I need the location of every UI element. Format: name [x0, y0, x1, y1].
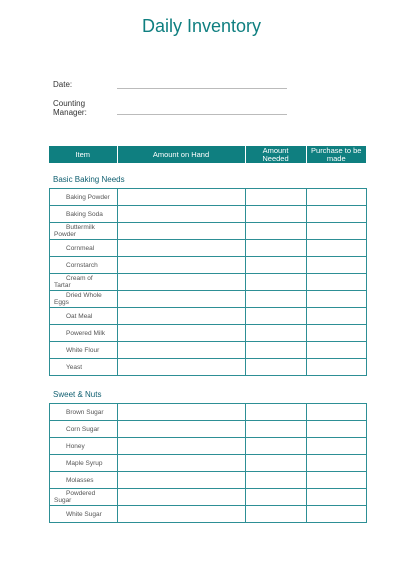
purchase-cell[interactable] — [307, 359, 367, 376]
purchase-cell[interactable] — [307, 189, 367, 206]
amount-needed-cell[interactable] — [246, 506, 307, 523]
table-row — [50, 359, 367, 376]
header-purchase-to-be-made — [306, 146, 366, 163]
item-name-line2: Powder — [54, 231, 77, 238]
amount-on-hand-cell[interactable] — [118, 472, 246, 489]
amount-needed-cell[interactable] — [246, 257, 307, 274]
amount-needed-cell[interactable] — [246, 421, 307, 438]
table-row — [50, 404, 367, 421]
item-name — [50, 421, 118, 438]
item-name — [50, 438, 118, 455]
item-name — [50, 342, 118, 359]
amount-needed-cell[interactable] — [246, 223, 307, 240]
amount-on-hand-cell[interactable] — [118, 308, 246, 325]
table-row — [50, 421, 367, 438]
amount-on-hand-cell[interactable] — [118, 240, 246, 257]
amount-needed-cell[interactable] — [246, 359, 307, 376]
table-header — [49, 146, 366, 163]
item-name-line1: Molasses — [66, 476, 94, 484]
item-name — [50, 291, 118, 308]
amount-needed-cell[interactable] — [246, 291, 307, 308]
purchase-cell[interactable] — [307, 274, 367, 291]
counting-manager-label — [53, 99, 87, 117]
item-name-line1: Corn Sugar — [66, 425, 100, 433]
amount-needed-cell[interactable] — [246, 472, 307, 489]
item-name-line1: Maple Syrup — [66, 459, 103, 467]
amount-on-hand-cell[interactable] — [118, 421, 246, 438]
header-item: Item — [49, 146, 117, 163]
purchase-cell[interactable] — [307, 455, 367, 472]
item-name-line1: Yeast — [66, 363, 83, 371]
table-row — [50, 223, 367, 240]
item-name-line1: Baking Soda — [66, 210, 103, 218]
item-name — [50, 240, 118, 257]
item-name — [50, 359, 118, 376]
header-amount-needed-line1: Amount — [262, 145, 289, 155]
date-label: Date: — [53, 80, 73, 89]
item-name — [50, 206, 118, 223]
item-name-line1: Dried Whole — [66, 292, 102, 299]
item-name — [50, 274, 118, 291]
table-row — [50, 455, 367, 472]
amount-on-hand-cell[interactable] — [118, 274, 246, 291]
table-row — [50, 506, 367, 523]
item-name-line1: Oat Meal — [66, 312, 93, 320]
table-row — [50, 206, 367, 223]
item-name-line2: Sugar — [54, 497, 72, 504]
counting-manager-label-line1: Counting — [53, 99, 86, 108]
purchase-cell[interactable] — [307, 438, 367, 455]
amount-needed-cell[interactable] — [246, 240, 307, 257]
item-name — [50, 506, 118, 523]
amount-on-hand-cell[interactable] — [118, 455, 246, 472]
header-amount-on-hand: Amount on Hand — [117, 146, 245, 163]
table-row — [50, 342, 367, 359]
purchase-cell[interactable] — [307, 257, 367, 274]
amount-on-hand-cell[interactable] — [118, 325, 246, 342]
item-name — [50, 257, 118, 274]
amount-needed-cell[interactable] — [246, 274, 307, 291]
amount-needed-cell[interactable] — [246, 308, 307, 325]
purchase-cell[interactable] — [307, 472, 367, 489]
page-title: Daily Inventory — [141, 16, 262, 36]
item-name — [50, 472, 118, 489]
purchase-cell[interactable] — [307, 291, 367, 308]
amount-on-hand-cell[interactable] — [118, 489, 246, 506]
header-amount-needed — [245, 146, 306, 163]
sweet-nuts-table — [49, 403, 367, 523]
purchase-cell[interactable] — [307, 421, 367, 438]
table-row — [50, 189, 367, 206]
item-name-line1: Brown Sugar — [66, 408, 104, 416]
purchase-cell[interactable] — [307, 308, 367, 325]
purchase-cell[interactable] — [307, 489, 367, 506]
item-name-line2: Eggs — [54, 299, 69, 306]
basic-baking-table — [49, 188, 367, 376]
amount-needed-cell[interactable] — [246, 404, 307, 421]
amount-needed-cell[interactable] — [246, 438, 307, 455]
table-row — [50, 438, 367, 455]
item-name-line1: Honey — [66, 442, 85, 450]
section-title-sweet-nuts: Sweet & Nuts — [53, 390, 102, 399]
section-title-basic-baking: Basic Baking Needs — [53, 175, 125, 184]
purchase-cell[interactable] — [307, 325, 367, 342]
item-name-line1: Cornstarch — [66, 261, 98, 269]
item-name-line1: Cornmeal — [66, 244, 95, 252]
item-name — [50, 325, 118, 342]
table-row — [50, 489, 367, 506]
header-purchase-line2: made — [326, 153, 346, 163]
amount-on-hand-cell[interactable] — [118, 257, 246, 274]
item-name-line1: Powered Milk — [66, 329, 106, 337]
purchase-cell[interactable] — [307, 404, 367, 421]
item-name — [50, 308, 118, 325]
header-amount-needed-line2: Needed — [262, 153, 289, 163]
purchase-cell[interactable] — [307, 223, 367, 240]
amount-needed-cell[interactable] — [246, 489, 307, 506]
header-purchase-line1: Purchase to be — [311, 145, 362, 155]
amount-on-hand-cell[interactable] — [118, 206, 246, 223]
item-name — [50, 489, 118, 506]
item-name-line2: Tartar — [54, 282, 71, 289]
amount-on-hand-cell[interactable] — [118, 506, 246, 523]
item-name-line1: White Sugar — [66, 510, 102, 518]
amount-needed-cell[interactable] — [246, 325, 307, 342]
amount-needed-cell[interactable] — [246, 189, 307, 206]
amount-on-hand-cell[interactable] — [118, 438, 246, 455]
amount-needed-cell[interactable] — [246, 342, 307, 359]
purchase-cell[interactable] — [307, 506, 367, 523]
amount-on-hand-cell[interactable] — [118, 223, 246, 240]
purchase-cell[interactable] — [307, 206, 367, 223]
amount-on-hand-cell[interactable] — [118, 291, 246, 308]
item-name-line1: Buttermilk — [66, 224, 95, 231]
purchase-cell[interactable] — [307, 240, 367, 257]
table-row — [50, 291, 367, 308]
amount-needed-cell[interactable] — [246, 206, 307, 223]
table-row — [50, 308, 367, 325]
item-name — [50, 404, 118, 421]
purchase-cell[interactable] — [307, 342, 367, 359]
table-row — [50, 274, 367, 291]
amount-on-hand-cell[interactable] — [118, 359, 246, 376]
item-name-line1: Cream of — [66, 275, 93, 282]
table-row — [50, 257, 367, 274]
date-field[interactable] — [117, 88, 287, 89]
table-row — [50, 240, 367, 257]
item-name — [50, 189, 118, 206]
item-name — [50, 455, 118, 472]
counting-manager-label-line2: Manager: — [53, 108, 87, 117]
amount-on-hand-cell[interactable] — [118, 342, 246, 359]
item-name — [50, 223, 118, 240]
table-row — [50, 325, 367, 342]
item-name-line1: White Flour — [66, 346, 100, 354]
item-name-line1: Powdered — [66, 490, 96, 497]
amount-on-hand-cell[interactable] — [118, 404, 246, 421]
counting-manager-field[interactable] — [117, 114, 287, 115]
item-name-line1: Baking Powder — [66, 193, 110, 201]
table-row — [50, 472, 367, 489]
amount-needed-cell[interactable] — [246, 455, 307, 472]
amount-on-hand-cell[interactable] — [118, 189, 246, 206]
